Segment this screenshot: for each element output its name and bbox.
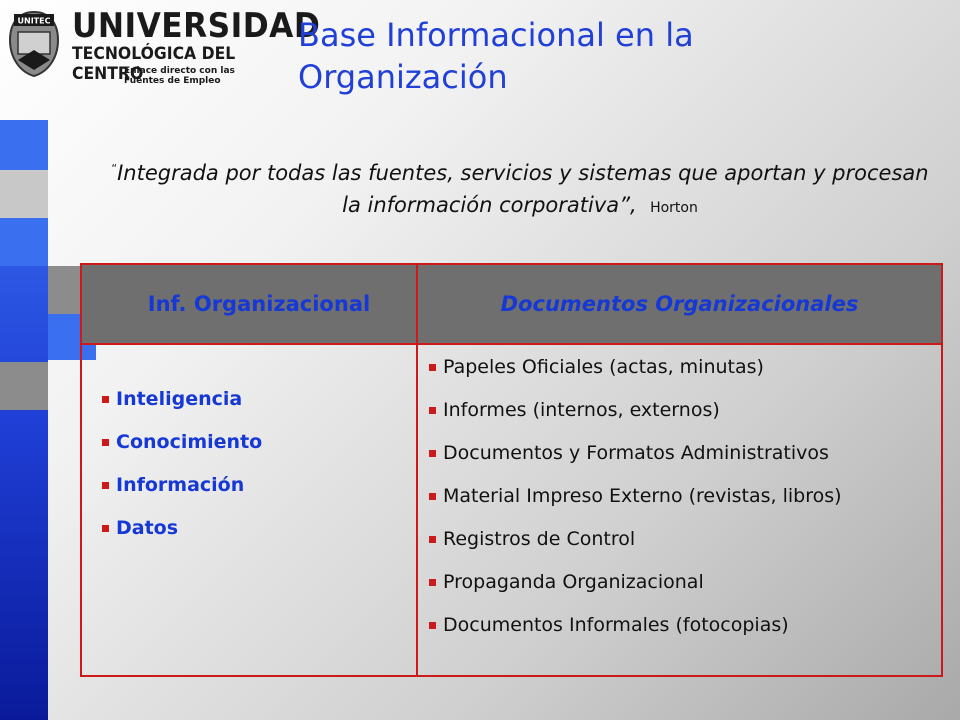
info-table (80, 263, 943, 677)
list-item-label: Papeles Oficiales (actas, minutas) (443, 356, 764, 378)
header-inf-organizacional: Inf. Organizacional (147, 292, 371, 316)
deco-block (0, 362, 48, 410)
list-item (427, 352, 842, 395)
column-divider (416, 265, 418, 675)
bullet-icon (429, 450, 436, 457)
bullet-icon (102, 525, 109, 532)
bullet-icon (102, 482, 109, 489)
list-item-label: Registros de Control (443, 528, 636, 550)
list-item (100, 427, 262, 470)
quote-open-mark: “ (111, 162, 118, 175)
list-item-label: Informes (internos, externos) (443, 399, 720, 421)
list-item-label: Datos (116, 517, 179, 539)
list-item (427, 438, 842, 481)
deco-block (0, 170, 48, 218)
list-item (100, 513, 262, 556)
list-item (427, 610, 842, 653)
unitec-emblem-icon (8, 10, 60, 78)
list-item-label: Documentos Informales (fotocopias) (443, 614, 789, 636)
deco-block (0, 218, 48, 266)
list-item-label: Documentos y Formatos Administrativos (443, 442, 829, 464)
list-item (100, 470, 262, 513)
quote-author: Horton (650, 200, 698, 216)
bullet-icon (429, 536, 436, 543)
logo-line2: TECNOLÓGICA DEL CENTRO (72, 44, 236, 84)
slide-title: Base Informacional en la Organización (298, 16, 694, 96)
table-header-row (82, 265, 941, 345)
bullet-icon (102, 396, 109, 403)
list-item (427, 481, 842, 524)
logo-tagline: Enlace directo con las Fuentes de Empleo (124, 66, 235, 86)
right-column-list (427, 352, 842, 653)
list-item-label: Propaganda Organizacional (443, 571, 704, 593)
bullet-icon (102, 439, 109, 446)
bullet-icon (429, 622, 436, 629)
quote-block (100, 153, 940, 224)
bullet-icon (429, 364, 436, 371)
deco-block (48, 266, 80, 314)
deco-block (48, 314, 82, 360)
quote-text: Integrada por todas las fuentes, servicios y sistemas que aportan y procesan la información corporativa”, (117, 161, 929, 217)
deco-block (0, 120, 48, 170)
bullet-icon (429, 493, 436, 500)
list-item-label: Conocimiento (116, 431, 263, 453)
bullet-icon (429, 579, 436, 586)
logo-line1: UNIVERSIDAD (72, 6, 321, 46)
list-item-label: Información (116, 474, 245, 496)
bullet-icon (429, 407, 436, 414)
list-item (100, 384, 262, 427)
logo-badge-text: UNITEC (17, 16, 51, 26)
left-column-list (100, 384, 262, 556)
list-item-label: Inteligencia (116, 388, 243, 410)
list-item (427, 567, 842, 610)
list-item (427, 395, 842, 438)
list-item (427, 524, 842, 567)
header-documentos-organizacionales: Documentos Organizacionales (500, 292, 859, 316)
list-item-label: Material Impreso Externo (revistas, libros) (443, 485, 842, 507)
university-logo (4, 4, 321, 86)
